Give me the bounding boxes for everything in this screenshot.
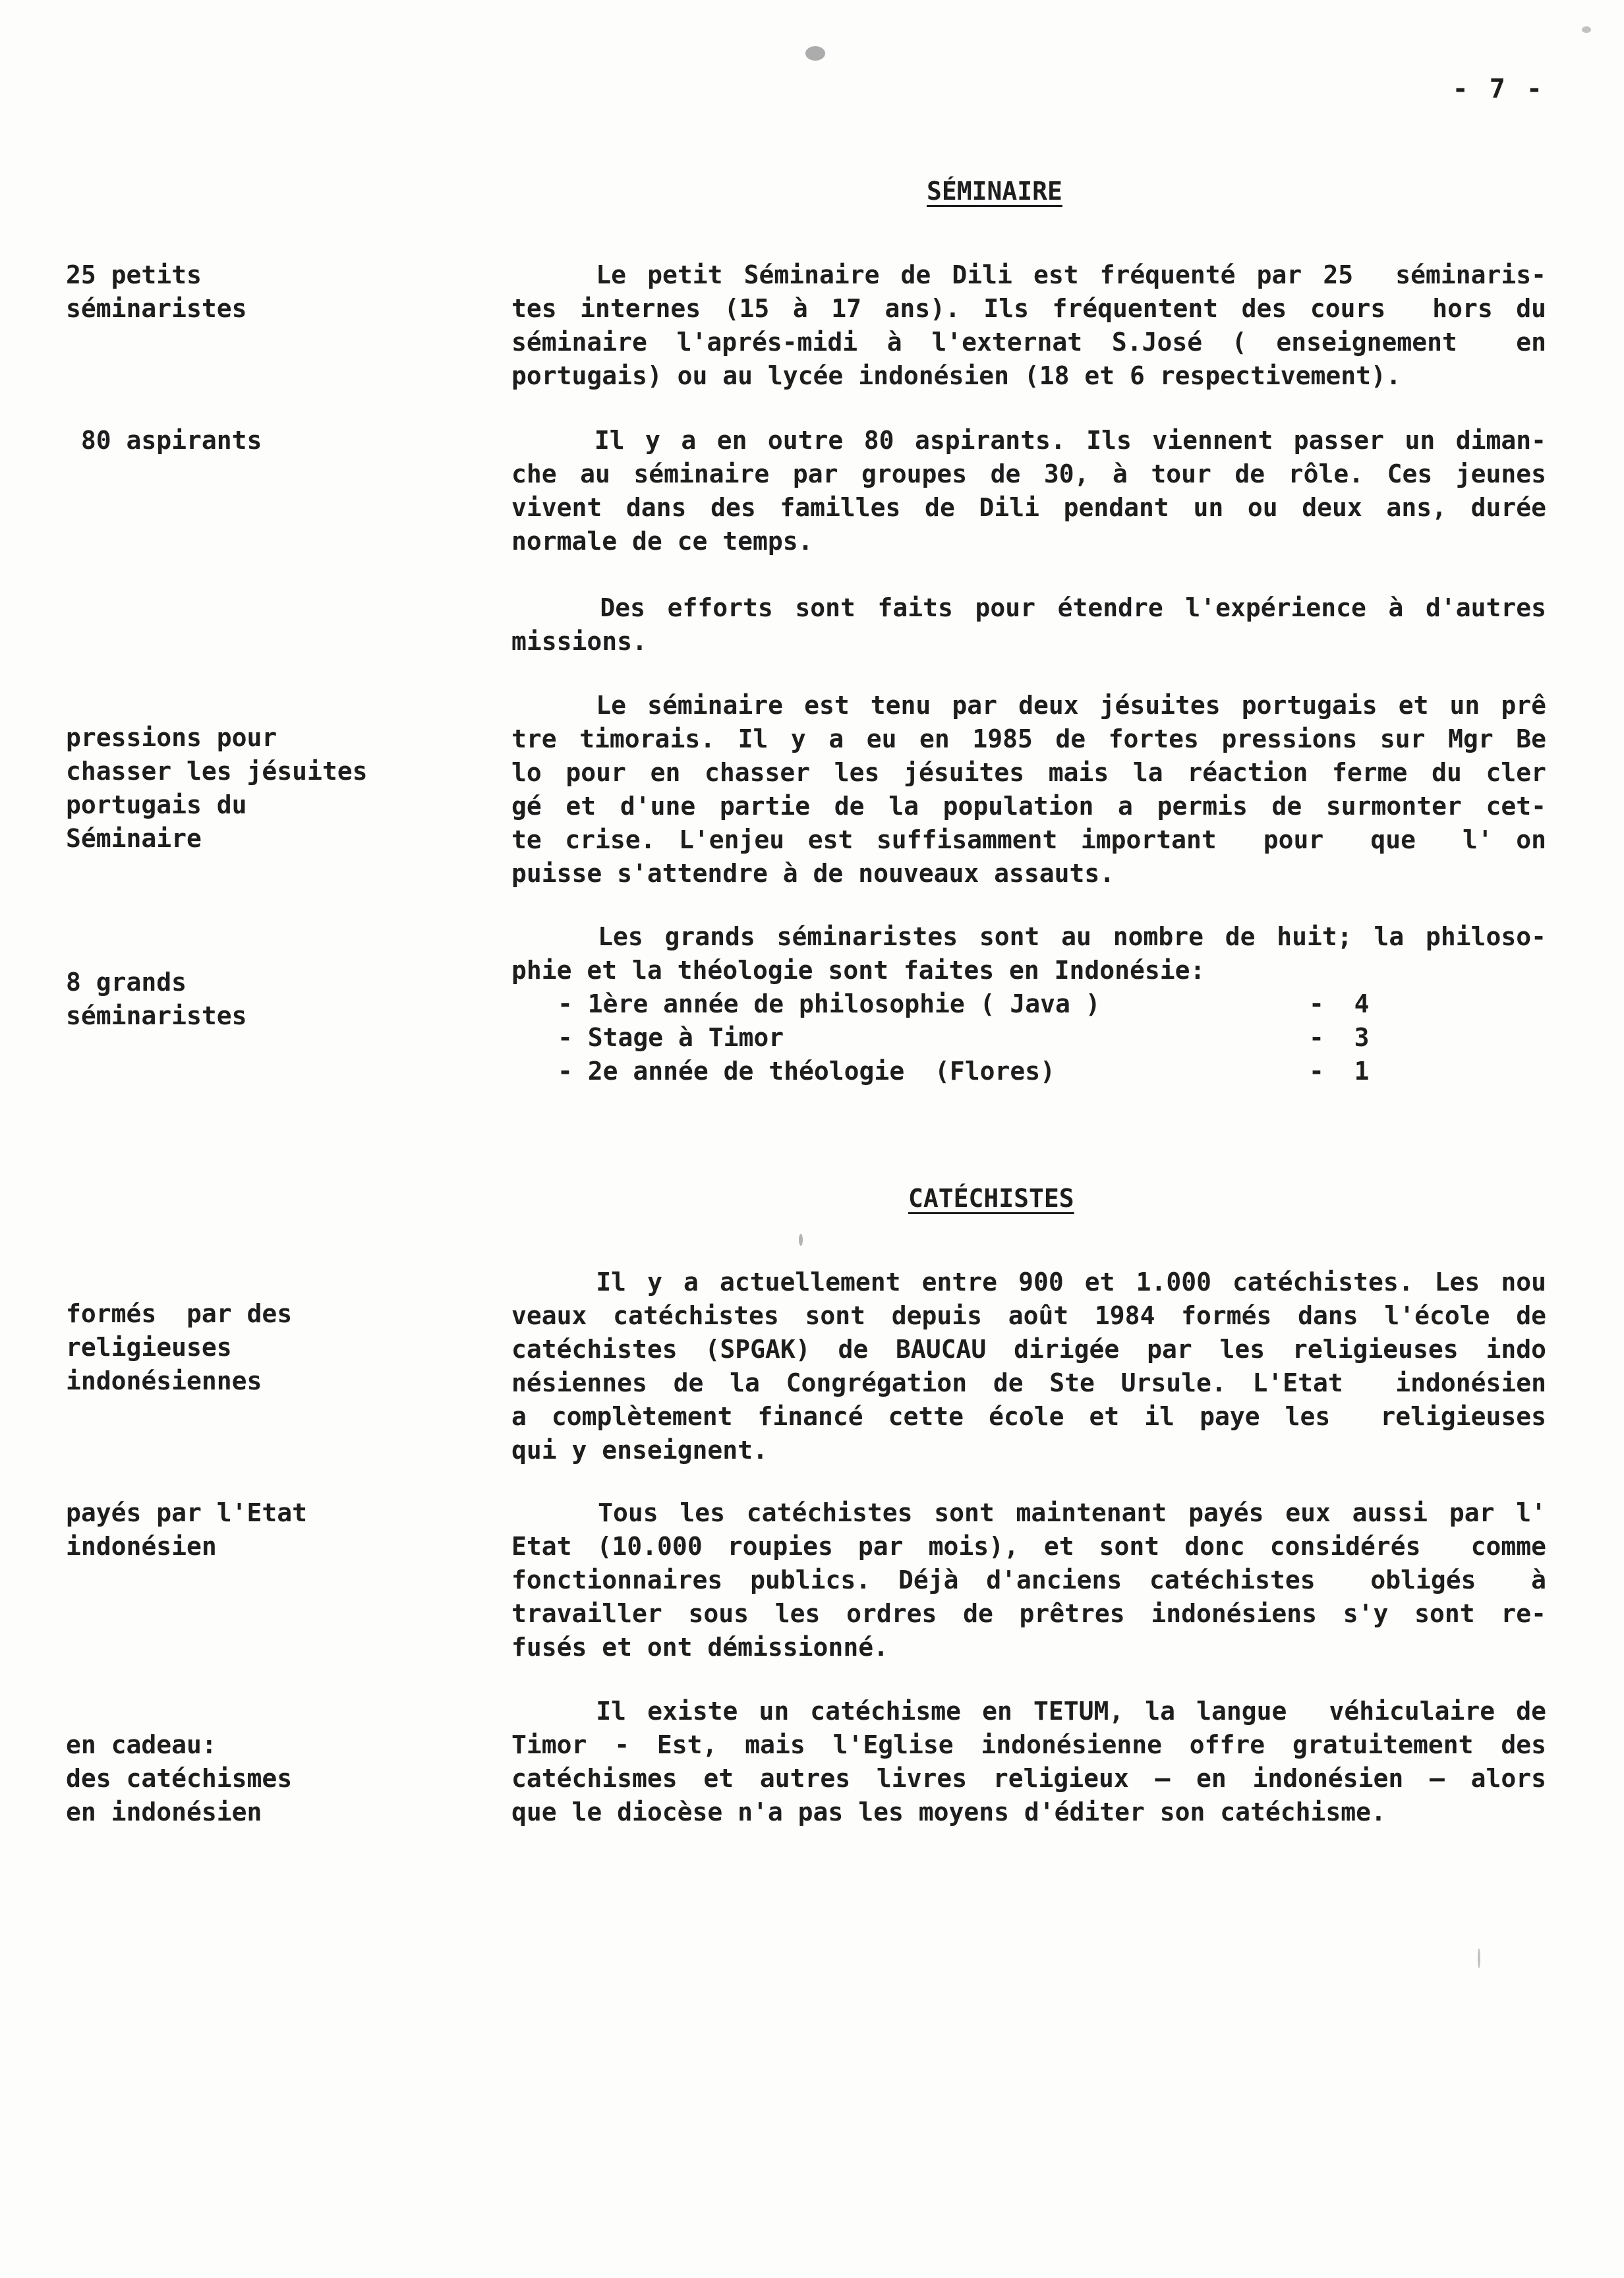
margin-note-formes (66, 1297, 435, 1398)
paragraph-line: qui y enseignent. (511, 1436, 768, 1465)
paragraph-line: normale de ce temps. (511, 527, 813, 556)
list-item-text: - Stage à Timor (558, 1023, 784, 1052)
margin-line: en cadeau: (66, 1730, 217, 1759)
scan-speck (805, 46, 825, 61)
scan-speck (1478, 1948, 1480, 1968)
margin-note-grands-seminaristes (66, 966, 435, 1033)
section-title-catechistes: CATÉCHISTES (908, 1184, 1074, 1213)
paragraph-line: séminaire l'aprés-midi à l'externat S.José ( enseignement en (511, 328, 1546, 357)
list-item (511, 1021, 1370, 1055)
paragraph-line: a complètement financé cette école et il paye les religieuses (511, 1402, 1546, 1431)
paragraph-line: Des efforts sont faits pour étendre l'expérience à d'autres (511, 593, 1546, 622)
margin-line: indonésien (66, 1532, 217, 1561)
paragraph-line: fonctionnaires publics. Déjà d'anciens catéchistes obligés à (511, 1565, 1546, 1594)
margin-note-pressions (66, 721, 435, 856)
paragraph-line: te crise. L'enjeu est suffisamment important pour que l' on (511, 825, 1546, 854)
paragraph-line: Il y a actuellement entre 900 et 1.000 catéchistes. Les nou (511, 1268, 1546, 1297)
paragraph-line: Les grands séminaristes sont au nombre de huit; la philoso- (511, 922, 1546, 951)
margin-note-aspirants (66, 424, 435, 457)
list-item-count: - 4 (1309, 989, 1370, 1018)
page-number: - 7 - (1452, 74, 1545, 104)
list-item-text: - 1ère année de philosophie ( Java ) (558, 989, 1101, 1018)
margin-note-petits-seminaristes (66, 258, 435, 326)
paragraph-line: che au séminaire par groupes de 30, à tour de rôle. Ces jeunes (511, 459, 1546, 488)
paragraph-line: travailler sous les ordres de prêtres indonésiens s'y sont re- (511, 1599, 1546, 1628)
paragraph-line: Tous les catéchistes sont maintenant payés eux aussi par l' (511, 1498, 1546, 1527)
paragraph-line: vivent dans des familles de Dili pendant un ou deux ans, durée (511, 493, 1546, 522)
margin-note-cadeau (66, 1728, 435, 1829)
scan-speck (799, 1234, 803, 1246)
margin-line: chasser les jésuites (66, 757, 368, 786)
paragraph-jesuites (511, 689, 1546, 891)
margin-line: indonésiennes (66, 1366, 262, 1395)
paragraph-line: tre timorais. Il y a eu en 1985 de fortes pressions sur Mgr Be (511, 724, 1546, 753)
list-item-count: - 3 (1309, 1023, 1370, 1052)
margin-line: portugais du (66, 790, 247, 819)
paragraph-efforts (511, 591, 1546, 658)
scan-speck (1582, 26, 1591, 33)
margin-line: 25 petits (66, 260, 202, 289)
paragraph-catechistes (511, 1266, 1546, 1467)
margin-line: religieuses (66, 1333, 232, 1362)
margin-line: Séminaire (66, 824, 202, 853)
margin-note-payes (66, 1496, 435, 1563)
paragraph-line: nésiennes de la Congrégation de Ste Ursule. L'Etat indonésien (511, 1368, 1546, 1397)
paragraph-petit-seminaire (511, 258, 1546, 393)
paragraph-catechisme (511, 1695, 1546, 1829)
paragraph-line: puisse s'attendre à de nouveaux assauts. (511, 859, 1115, 888)
margin-line: payés par l'Etat (66, 1498, 308, 1527)
margin-line: pressions pour (66, 723, 277, 752)
margin-line: séminaristes (66, 294, 247, 323)
list-item (511, 1055, 1370, 1088)
paragraph-line: Il y a en outre 80 aspirants. Ils viennent passer un diman- (511, 426, 1546, 455)
margin-line: en indonésien (66, 1797, 262, 1826)
paragraph-payes (511, 1496, 1546, 1664)
paragraph-line: Le séminaire est tenu par deux jésuites portugais et un prê (511, 691, 1546, 720)
section-title-seminaire: SÉMINAIRE (927, 177, 1062, 206)
margin-line: 8 grands (66, 968, 187, 997)
paragraph-line: lo pour en chasser les jésuites mais la réaction ferme du cler (511, 758, 1546, 787)
paragraph-line: Le petit Séminaire de Dili est fréquenté par 25 séminaris- (511, 260, 1546, 289)
paragraph-line: tes internes (15 à 17 ans). Ils fréquentent des cours hors du (511, 294, 1546, 323)
list-item-count: - 1 (1309, 1057, 1370, 1086)
margin-line: séminaristes (66, 1001, 247, 1030)
paragraph-line: fusés et ont démissionné. (511, 1633, 888, 1662)
paragraph-line: gé et d'une partie de la population a permis de surmonter cet- (511, 792, 1546, 821)
list-item-text: - 2e année de théologie (Flores) (558, 1057, 1055, 1086)
list-item (511, 987, 1370, 1021)
paragraph-line: missions. (511, 627, 647, 656)
paragraph-aspirants (511, 424, 1546, 558)
paragraph-line: catéchismes et autres livres religieux — en indonésien — alors (511, 1764, 1546, 1793)
paragraph-line: veaux catéchistes sont depuis août 1984 formés dans l'école de (511, 1301, 1546, 1330)
margin-line: formés par des (66, 1299, 293, 1328)
paragraph-line: Etat (10.000 roupies par mois), et sont donc considérés comme (511, 1532, 1546, 1561)
paragraph-line: portugais) ou au lycée indonésien (18 et 6 respectivement). (511, 361, 1401, 390)
margin-line: 80 aspirants (66, 426, 262, 455)
paragraph-line: catéchistes (SPGAK) de BAUCAU dirigée par les religieuses indo (511, 1335, 1546, 1364)
margin-line: des catéchismes (66, 1764, 293, 1793)
paragraph-grands-seminaristes (511, 920, 1546, 1088)
paragraph-line: Timor - Est, mais l'Eglise indonésienne offre gratuitement des (511, 1730, 1546, 1759)
paragraph-line: phie et la théologie sont faites en Indonésie: (511, 956, 1205, 985)
paragraph-line: que le diocèse n'a pas les moyens d'éditer son catéchisme. (511, 1797, 1386, 1826)
paragraph-line: Il existe un catéchisme en TETUM, la langue véhiculaire de (511, 1697, 1546, 1726)
